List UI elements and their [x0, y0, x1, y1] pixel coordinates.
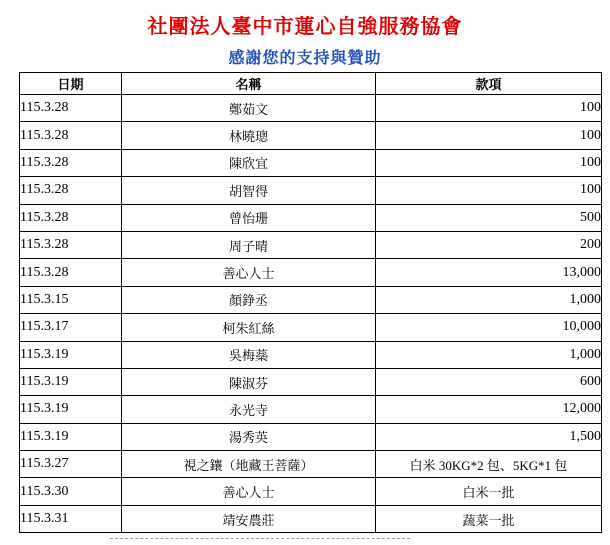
- date-cell: 115.3.28: [20, 231, 122, 258]
- name-cell: 視之鑲（地藏王菩薩）: [122, 451, 376, 478]
- column-header-amount: 款項: [376, 73, 602, 95]
- table-row: [20, 368, 602, 395]
- amount-cell: 600: [376, 368, 602, 395]
- name-cell: 周子晴: [122, 231, 376, 258]
- table-row: [20, 451, 602, 478]
- name-cell: 陳淑芬: [122, 368, 376, 395]
- name-cell: 鄭茹文: [122, 95, 376, 122]
- table-row: [20, 314, 602, 341]
- name-cell: 湯秀英: [122, 423, 376, 450]
- date-cell: 115.3.28: [20, 122, 122, 149]
- table-row: [20, 122, 602, 149]
- table-row: [20, 505, 602, 532]
- amount-cell: 白米一批: [376, 478, 602, 505]
- amount-cell: 1,000: [376, 341, 602, 368]
- amount-cell: 500: [376, 204, 602, 231]
- table-row: [20, 423, 602, 450]
- page-subtitle: 感謝您的支持與贊助: [228, 48, 382, 67]
- table-row: [20, 259, 602, 286]
- page-title: 社團法人臺中市蓮心自強服務協會: [147, 14, 463, 38]
- amount-cell: 白米 30KG*2 包、5KG*1 包: [376, 451, 602, 478]
- amount-cell: 1,500: [376, 423, 602, 450]
- name-cell: 林曉璁: [122, 122, 376, 149]
- column-header-date: 日期: [20, 73, 122, 95]
- donation-table: [19, 72, 602, 533]
- name-cell: 柯朱紅絲: [122, 314, 376, 341]
- table-row: [20, 286, 602, 313]
- amount-cell: 200: [376, 231, 602, 258]
- name-cell: 顏錚丞: [122, 286, 376, 313]
- amount-cell: 100: [376, 95, 602, 122]
- name-cell: 胡智得: [122, 177, 376, 204]
- name-cell: 曾怡珊: [122, 204, 376, 231]
- date-cell: 115.3.19: [20, 396, 122, 423]
- table-header-row: [20, 73, 602, 95]
- column-header-name: 名稱: [122, 73, 376, 95]
- table-row: [20, 177, 602, 204]
- bottom-divider: [110, 538, 410, 543]
- date-cell: 115.3.19: [20, 423, 122, 450]
- table-row: [20, 204, 602, 231]
- date-cell: 115.3.28: [20, 259, 122, 286]
- amount-cell: 1,000: [376, 286, 602, 313]
- amount-cell: 10,000: [376, 314, 602, 341]
- date-cell: 115.3.19: [20, 341, 122, 368]
- date-cell: 115.3.19: [20, 368, 122, 395]
- table-row: [20, 231, 602, 258]
- table-row: [20, 478, 602, 505]
- date-cell: 115.3.28: [20, 95, 122, 122]
- date-cell: 115.3.28: [20, 149, 122, 176]
- name-cell: 善心人士: [122, 478, 376, 505]
- amount-cell: 100: [376, 149, 602, 176]
- name-cell: 吳梅蘂: [122, 341, 376, 368]
- amount-cell: 100: [376, 122, 602, 149]
- name-cell: 靖安農莊: [122, 505, 376, 532]
- date-cell: 115.3.27: [20, 451, 122, 478]
- amount-cell: 13,000: [376, 259, 602, 286]
- table-row: [20, 95, 602, 122]
- date-cell: 115.3.15: [20, 286, 122, 313]
- date-cell: 115.3.30: [20, 478, 122, 505]
- date-cell: 115.3.17: [20, 314, 122, 341]
- name-cell: 善心人士: [122, 259, 376, 286]
- amount-cell: 100: [376, 177, 602, 204]
- table-row: [20, 149, 602, 176]
- name-cell: 陳欣宜: [122, 149, 376, 176]
- amount-cell: 蔬菜一批: [376, 505, 602, 532]
- table-row: [20, 341, 602, 368]
- amount-cell: 12,000: [376, 396, 602, 423]
- date-cell: 115.3.31: [20, 505, 122, 532]
- table-row: [20, 396, 602, 423]
- date-cell: 115.3.28: [20, 204, 122, 231]
- name-cell: 永光寺: [122, 396, 376, 423]
- date-cell: 115.3.28: [20, 177, 122, 204]
